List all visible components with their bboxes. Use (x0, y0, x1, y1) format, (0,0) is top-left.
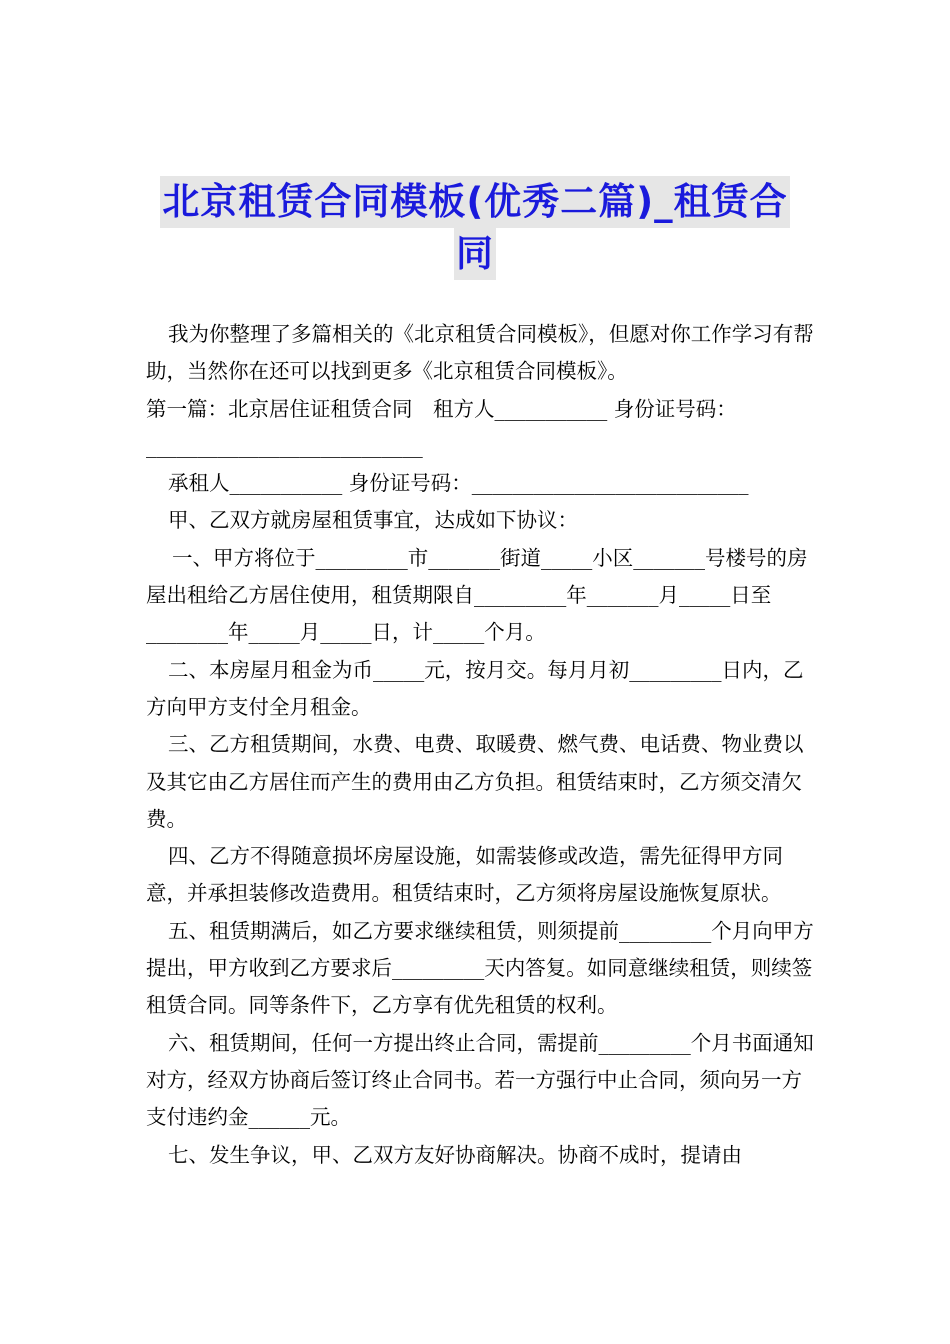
document-title (100, 176, 850, 280)
clause-4: 四、乙方不得随意损坏房屋设施，如需装修或改造，需先征得甲方同意，并承担装修改造费用。租赁结束时，乙方须将房屋设施恢复原状。 (146, 844, 783, 906)
clause-1: 一、甲方将位于_________市_______街道_____小区_______号楼号的房屋出租给乙方居住使用，租赁期限自_________年_______月_____日至________年_____月_____日，计_____个月。 (146, 545, 808, 645)
clause-7: 七、发生争议，甲、乙双方友好协商解决。协商不成时，提请由 (168, 1142, 742, 1167)
title-line-2: 同 (454, 228, 496, 280)
title-line-1: 北京租赁合同模板(优秀二篇)_租赁合 (160, 176, 789, 228)
lessee-line: 承租人___________ 身份证号码：___________________________ (168, 471, 749, 496)
clause-3: 三、乙方租赁期间，水费、电费、取暖费、燃气费、电话费、物业费以及其它由乙方居住而产生的费用由乙方负担。租赁结束时，乙方须交清欠费。 (146, 732, 804, 831)
document-body (146, 316, 814, 1174)
section-one-heading: 第一篇：北京居住证租赁合同 租方人___________ 身份证号码：___________________________ (146, 396, 737, 458)
clause-6: 六、租赁期间，任何一方提出终止合同，需提前_________个月书面通知对方，经双方协商后签订终止合同书。若一方强行中止合同，须向另一方支付违约金______元。 (146, 1030, 814, 1130)
clause-5: 五、租赁期满后，如乙方要求继续租赁，则须提前_________个月向甲方提出，甲方收到乙方要求后_________天内答复。如同意继续租赁，则续签租赁合同。同等条件下，乙方享有优先租赁的权利。 (146, 918, 814, 1018)
agreement-intro: 甲、乙双方就房屋租赁事宜，达成如下协议： (168, 508, 578, 533)
clause-2: 二、本房屋月租金为币_____元，按月交。每月月初_________日内，乙方向甲方支付全月租金。 (146, 657, 804, 719)
intro-paragraph: 我为你整理了多篇相关的《北京租赁合同模板》，但愿对你工作学习有帮助，当然你在还可以找到更多《北京租赁合同模板》。 (146, 322, 814, 384)
